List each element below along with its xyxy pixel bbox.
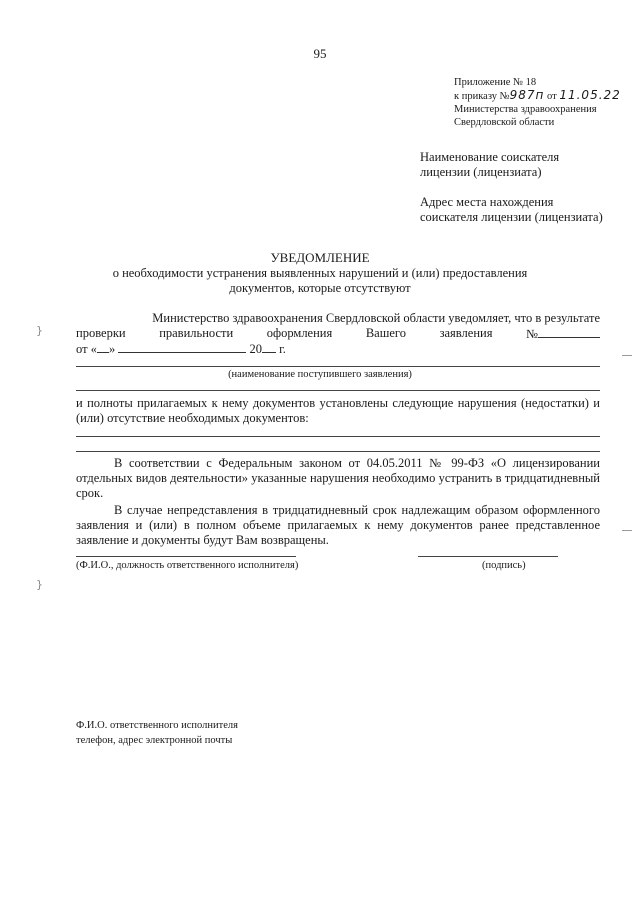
applicant-name-line2: лицензии (лицензиата) <box>420 165 542 179</box>
month-blank <box>118 341 246 353</box>
footer-line2: телефон, адрес электронной почты <box>76 735 233 746</box>
appendix-line3: Министерства здравоохранения <box>454 104 597 115</box>
date-prefix: от « <box>76 342 97 356</box>
word-oformleniya: оформления <box>266 326 333 340</box>
caption-application-name: (наименование поступившего заявления) <box>228 369 412 380</box>
para-federal-law: В соответствии с Федеральным законом от 04.05.2011 № 99-ФЗ «О лицензировании отдельных видов деятельности» указанные нарушения необходимо устранить в тридцатидневный срок. <box>76 456 600 500</box>
date-suffix: г. <box>275 342 286 356</box>
word-proverki: проверки <box>76 326 126 340</box>
applicant-address-block <box>420 195 603 225</box>
margin-tick-1 <box>622 355 632 356</box>
subtitle-line1: о необходимости устранения выявленных нарушений и (или) предоставления <box>112 266 528 280</box>
application-number-field <box>526 326 600 342</box>
page-number: 95 <box>313 46 327 61</box>
document-title: УВЕДОМЛЕНИЕ <box>270 250 370 265</box>
appendix-line1: Приложение № 18 <box>454 77 537 88</box>
margin-tick-2 <box>622 530 632 531</box>
date-mid: » <box>108 342 116 356</box>
footer-line1: Ф.И.О. ответственного исполнителя <box>76 720 238 731</box>
word-vashego: Вашего <box>365 326 406 340</box>
appendix-order-prefix: к приказу № <box>454 91 510 102</box>
fio-signature-line <box>76 556 296 557</box>
margin-mark-2: } <box>36 578 43 591</box>
subtitle-line2: документов, которые отсутствуют <box>229 281 411 295</box>
appendix-line2 <box>454 89 621 103</box>
date-year: 20 <box>249 342 262 356</box>
caption-fio: (Ф.И.О., должность ответственного исполнителя) <box>76 560 299 571</box>
violations-line1 <box>76 436 600 437</box>
para1-line1: Министерство здравоохранения Свердловской области уведомляет, что в результате <box>152 311 600 325</box>
para-violations: и полноты прилагаемых к нему документов установлены следующие нарушения (недостатки) и (или) отсутствие необходимых документов: <box>76 396 600 425</box>
handwritten-order-number: 987п <box>509 88 545 102</box>
number-sign: № <box>526 327 538 341</box>
day-blank <box>97 341 109 353</box>
appendix-line4: Свердловской области <box>454 117 555 128</box>
application-name-line <box>76 366 600 367</box>
margin-mark-1: } <box>36 324 43 337</box>
appendix-order-mid: от <box>544 91 560 102</box>
applicant-name-block <box>420 150 559 180</box>
application-name-line2 <box>76 390 600 391</box>
appendix-header <box>454 76 621 129</box>
para-return-notice: В случае непредставления в тридцатидневный срок надлежащим образом оформленного заявления и (или) в полном объеме прилагаемых к нему документов ранее представленное заявление и документы будут Вам возвращены. <box>76 503 600 547</box>
word-pravilnosti: правильности <box>159 326 234 340</box>
signature-line <box>418 556 558 557</box>
handwritten-order-date: 11.05.22 <box>559 88 621 102</box>
number-blank <box>538 326 600 338</box>
applicant-address-line2: соискателя лицензии (лицензиата) <box>420 210 603 224</box>
para1-line2 <box>76 326 600 342</box>
caption-signature: (подпись) <box>482 560 526 571</box>
year-blank <box>262 341 276 353</box>
violations-line2 <box>76 451 600 452</box>
date-line <box>76 341 600 357</box>
footer-contact <box>76 718 238 748</box>
document-subtitle <box>0 266 640 296</box>
word-zayavleniya: заявления <box>439 326 493 340</box>
applicant-address-line1: Адрес места нахождения <box>420 195 554 209</box>
applicant-name-line1: Наименование соискателя <box>420 150 560 164</box>
